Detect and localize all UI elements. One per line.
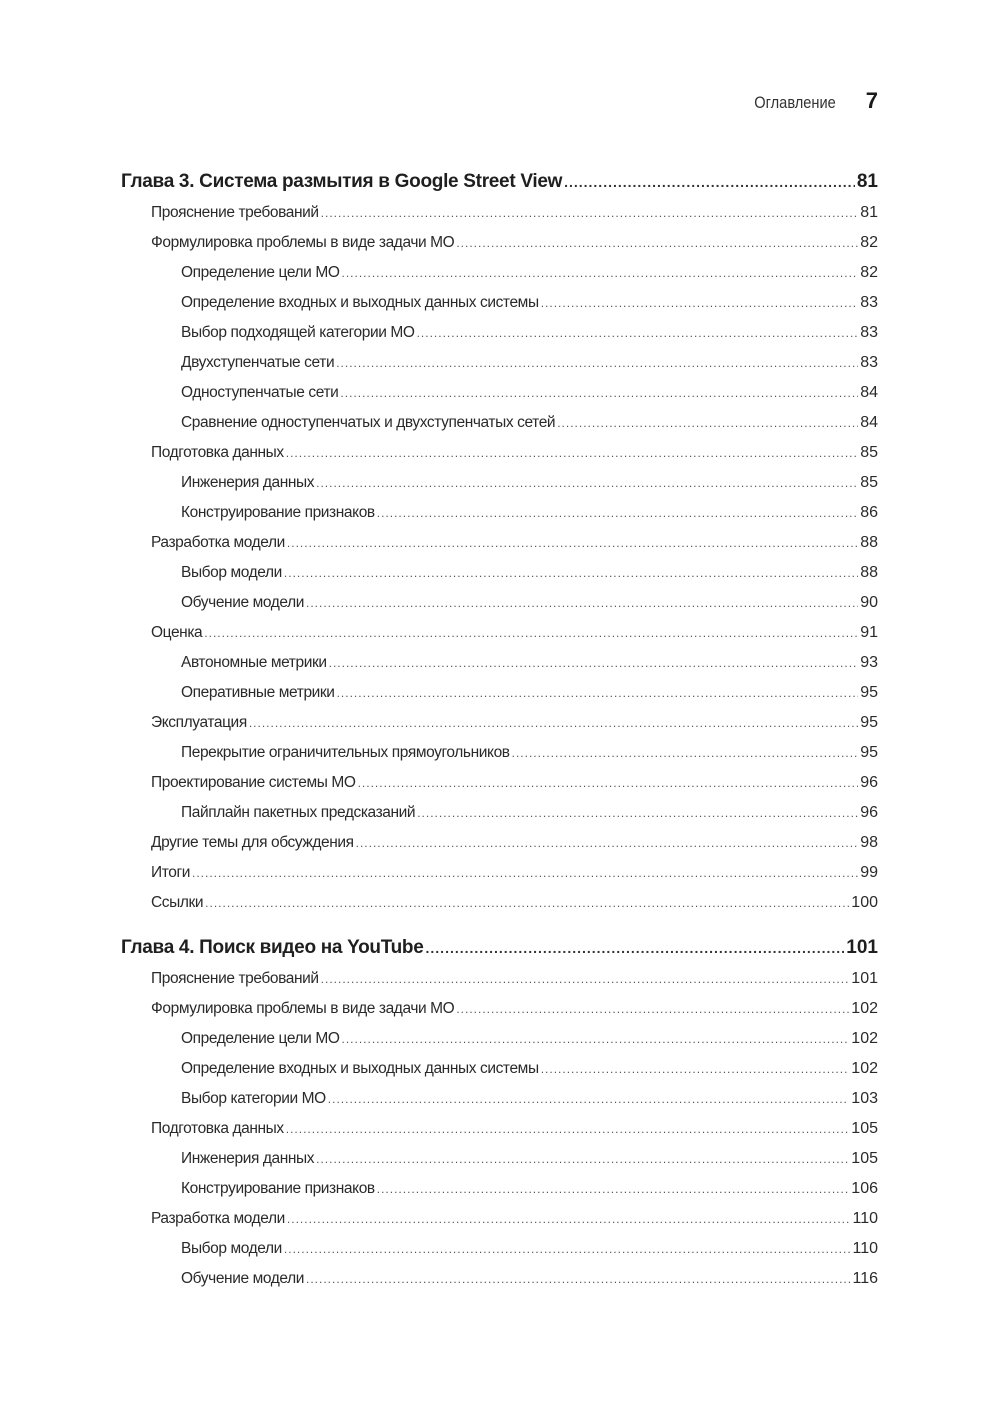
entry-title: Выбор модели (181, 564, 282, 581)
entry-page-number: 106 (851, 1180, 878, 1197)
toc-chapter-heading[interactable] (121, 932, 878, 964)
entry-title: Итоги (151, 864, 190, 881)
dot-leader (512, 738, 859, 768)
toc-subsection-entry[interactable] (121, 258, 878, 288)
entry-title: Выбор модели (181, 1240, 282, 1257)
entry-title: Одноступенчатые сети (181, 384, 339, 401)
entry-title: Обучение модели (181, 594, 304, 611)
entry-title: Пайплайн пакетных предсказаний (181, 804, 416, 821)
entry-title: Конструирование признаков (181, 504, 375, 521)
entry-page-number: 85 (860, 444, 878, 461)
entry-page-number: 86 (860, 504, 878, 521)
page-number: 7 (865, 88, 878, 113)
toc-subsection-entry[interactable] (121, 738, 878, 768)
dot-leader (306, 588, 858, 618)
dot-leader (337, 678, 859, 708)
entry-title: Определение цели МО (181, 264, 340, 281)
chapter-gap (121, 918, 878, 932)
chapter-title: Глава 4. Поиск видео на YouTube (121, 937, 424, 958)
toc-subsection-entry[interactable] (121, 1234, 878, 1264)
dot-leader (342, 1024, 850, 1054)
dot-leader (249, 708, 858, 738)
entry-page-number: 93 (860, 654, 878, 671)
toc-subsection-entry[interactable] (121, 1174, 878, 1204)
dot-leader (417, 318, 859, 348)
dot-leader (284, 1234, 851, 1264)
toc-section-entry[interactable] (121, 1204, 878, 1234)
toc-section-entry[interactable] (121, 198, 878, 228)
dot-leader (340, 378, 858, 408)
entry-title: Эксплуатация (151, 714, 247, 731)
toc-section-entry[interactable] (121, 964, 878, 994)
dot-leader (557, 408, 858, 438)
entry-page-number: 102 (851, 1060, 878, 1077)
toc-subsection-entry[interactable] (121, 1144, 878, 1174)
dot-leader (321, 964, 850, 994)
dot-leader (541, 1054, 850, 1084)
entry-page-number: 88 (860, 564, 878, 581)
dot-leader (204, 618, 858, 648)
toc-section-entry[interactable] (121, 1114, 878, 1144)
dot-leader (456, 228, 858, 258)
dot-leader (316, 1144, 849, 1174)
entry-title: Определение входных и выходных данных системы (181, 294, 539, 311)
entry-page-number: 82 (860, 264, 878, 281)
toc-section-entry[interactable] (121, 708, 878, 738)
entry-page-number: 100 (851, 894, 878, 911)
toc-subsection-entry[interactable] (121, 558, 878, 588)
entry-page-number: 96 (860, 804, 878, 821)
dot-leader (287, 1204, 851, 1234)
toc-subsection-entry[interactable] (121, 1024, 878, 1054)
entry-page-number: 101 (851, 970, 878, 987)
toc-subsection-entry[interactable] (121, 468, 878, 498)
entry-title: Оперативные метрики (181, 684, 335, 701)
toc-subsection-entry[interactable] (121, 648, 878, 678)
toc-section-entry[interactable] (121, 438, 878, 468)
entry-page-number: 103 (851, 1090, 878, 1107)
entry-title: Выбор категории МО (181, 1090, 326, 1107)
entry-page-number: 91 (860, 624, 878, 641)
entry-page-number: 110 (852, 1210, 878, 1227)
entry-page-number: 110 (852, 1240, 878, 1257)
dot-leader (356, 828, 859, 858)
entry-page-number: 84 (860, 414, 878, 431)
dot-leader (336, 348, 858, 378)
entry-title: Двухступенчатые сети (181, 354, 335, 371)
entry-title: Другие темы для обсуждения (151, 834, 354, 851)
running-header (0, 88, 878, 114)
entry-title: Обучение модели (181, 1270, 304, 1287)
dot-leader (321, 198, 859, 228)
toc-section-entry[interactable] (121, 528, 878, 558)
chapter-page-number: 101 (846, 937, 878, 958)
entry-title: Разработка модели (151, 534, 285, 551)
toc-subsection-entry[interactable] (121, 318, 878, 348)
entry-title: Определение цели МО (181, 1030, 340, 1047)
toc-subsection-entry[interactable] (121, 498, 878, 528)
entry-title: Формулировка проблемы в виде задачи МО (151, 1000, 455, 1017)
entry-title: Выбор подходящей категории МО (181, 324, 415, 341)
dot-leader (286, 438, 858, 468)
entry-title: Подготовка данных (151, 444, 284, 461)
dot-leader (417, 798, 858, 828)
toc-section-entry[interactable] (121, 888, 878, 918)
entry-page-number: 95 (860, 684, 878, 701)
entry-title: Перекрытие ограничительных прямоугольников (181, 744, 510, 761)
dot-leader (286, 1114, 850, 1144)
running-title: Оглавление (754, 93, 836, 112)
entry-title: Проектирование системы МО (151, 774, 356, 791)
dot-leader (316, 468, 858, 498)
table-of-contents (121, 166, 878, 1294)
entry-page-number: 96 (860, 774, 878, 791)
chapter-title: Глава 3. Система размытия в Google Street View (121, 171, 563, 192)
entry-title: Конструирование признаков (181, 1180, 375, 1197)
toc-subsection-entry[interactable] (121, 348, 878, 378)
entry-page-number: 99 (860, 864, 878, 881)
entry-page-number: 90 (860, 594, 878, 611)
dot-leader (377, 498, 858, 528)
dot-leader (342, 258, 859, 288)
entry-title: Прояснение требований (151, 970, 319, 987)
entry-title: Сравнение одноступенчатых и двухступенчатых сетей (181, 414, 556, 431)
entry-title: Подготовка данных (151, 1120, 284, 1137)
dot-leader (541, 288, 859, 318)
dot-leader (192, 858, 858, 888)
dot-leader (358, 768, 859, 798)
toc-section-entry[interactable] (121, 768, 878, 798)
entry-page-number: 83 (860, 324, 878, 341)
toc-subsection-entry[interactable] (121, 798, 878, 828)
entry-page-number: 82 (860, 234, 878, 251)
dot-leader (306, 1264, 851, 1294)
entry-title: Инженерия данных (181, 1150, 315, 1167)
toc-section-entry[interactable] (121, 858, 878, 888)
dot-leader (329, 648, 859, 678)
entry-title: Оценка (151, 624, 203, 641)
dot-leader (456, 994, 849, 1024)
entry-page-number: 83 (860, 354, 878, 371)
entry-page-number: 105 (851, 1150, 878, 1167)
entry-title: Прояснение требований (151, 204, 319, 221)
toc-chapter-2 (121, 932, 878, 1294)
entry-page-number: 84 (860, 384, 878, 401)
dot-leader (287, 528, 858, 558)
toc-chapter-heading[interactable] (121, 166, 878, 198)
entry-title: Формулировка проблемы в виде задачи МО (151, 234, 455, 251)
toc-section-entry[interactable] (121, 618, 878, 648)
dot-leader (564, 166, 855, 198)
dot-leader (284, 558, 858, 588)
entry-title: Разработка модели (151, 1210, 285, 1227)
toc-subsection-entry[interactable] (121, 1264, 878, 1294)
toc-section-entry[interactable] (121, 228, 878, 258)
toc-subsection-entry[interactable] (121, 588, 878, 618)
entry-page-number: 95 (860, 744, 878, 761)
toc-subsection-entry[interactable] (121, 408, 878, 438)
entry-page-number: 85 (860, 474, 878, 491)
entry-title: Автономные метрики (181, 654, 327, 671)
entry-page-number: 83 (860, 294, 878, 311)
toc-subsection-entry[interactable] (121, 1084, 878, 1114)
dot-leader (328, 1084, 850, 1114)
entry-page-number: 88 (860, 534, 878, 551)
toc-subsection-entry[interactable] (121, 288, 878, 318)
entry-page-number: 102 (851, 1030, 878, 1047)
entry-page-number: 116 (852, 1270, 878, 1287)
toc-section-entry[interactable] (121, 828, 878, 858)
dot-leader (377, 1174, 850, 1204)
dot-leader (205, 888, 849, 918)
entry-title: Ссылки (151, 894, 204, 911)
chapter-page-number: 81 (856, 171, 878, 192)
entry-page-number: 105 (851, 1120, 878, 1137)
entry-page-number: 95 (860, 714, 878, 731)
toc-chapter-1 (121, 166, 878, 918)
entry-page-number: 102 (851, 1000, 878, 1017)
entry-page-number: 81 (860, 204, 878, 221)
toc-subsection-entry[interactable] (121, 378, 878, 408)
entry-title: Определение входных и выходных данных системы (181, 1060, 539, 1077)
toc-subsection-entry[interactable] (121, 1054, 878, 1084)
entry-title: Инженерия данных (181, 474, 315, 491)
toc-subsection-entry[interactable] (121, 678, 878, 708)
toc-section-entry[interactable] (121, 994, 878, 1024)
dot-leader (426, 932, 845, 964)
entry-page-number: 98 (860, 834, 878, 851)
